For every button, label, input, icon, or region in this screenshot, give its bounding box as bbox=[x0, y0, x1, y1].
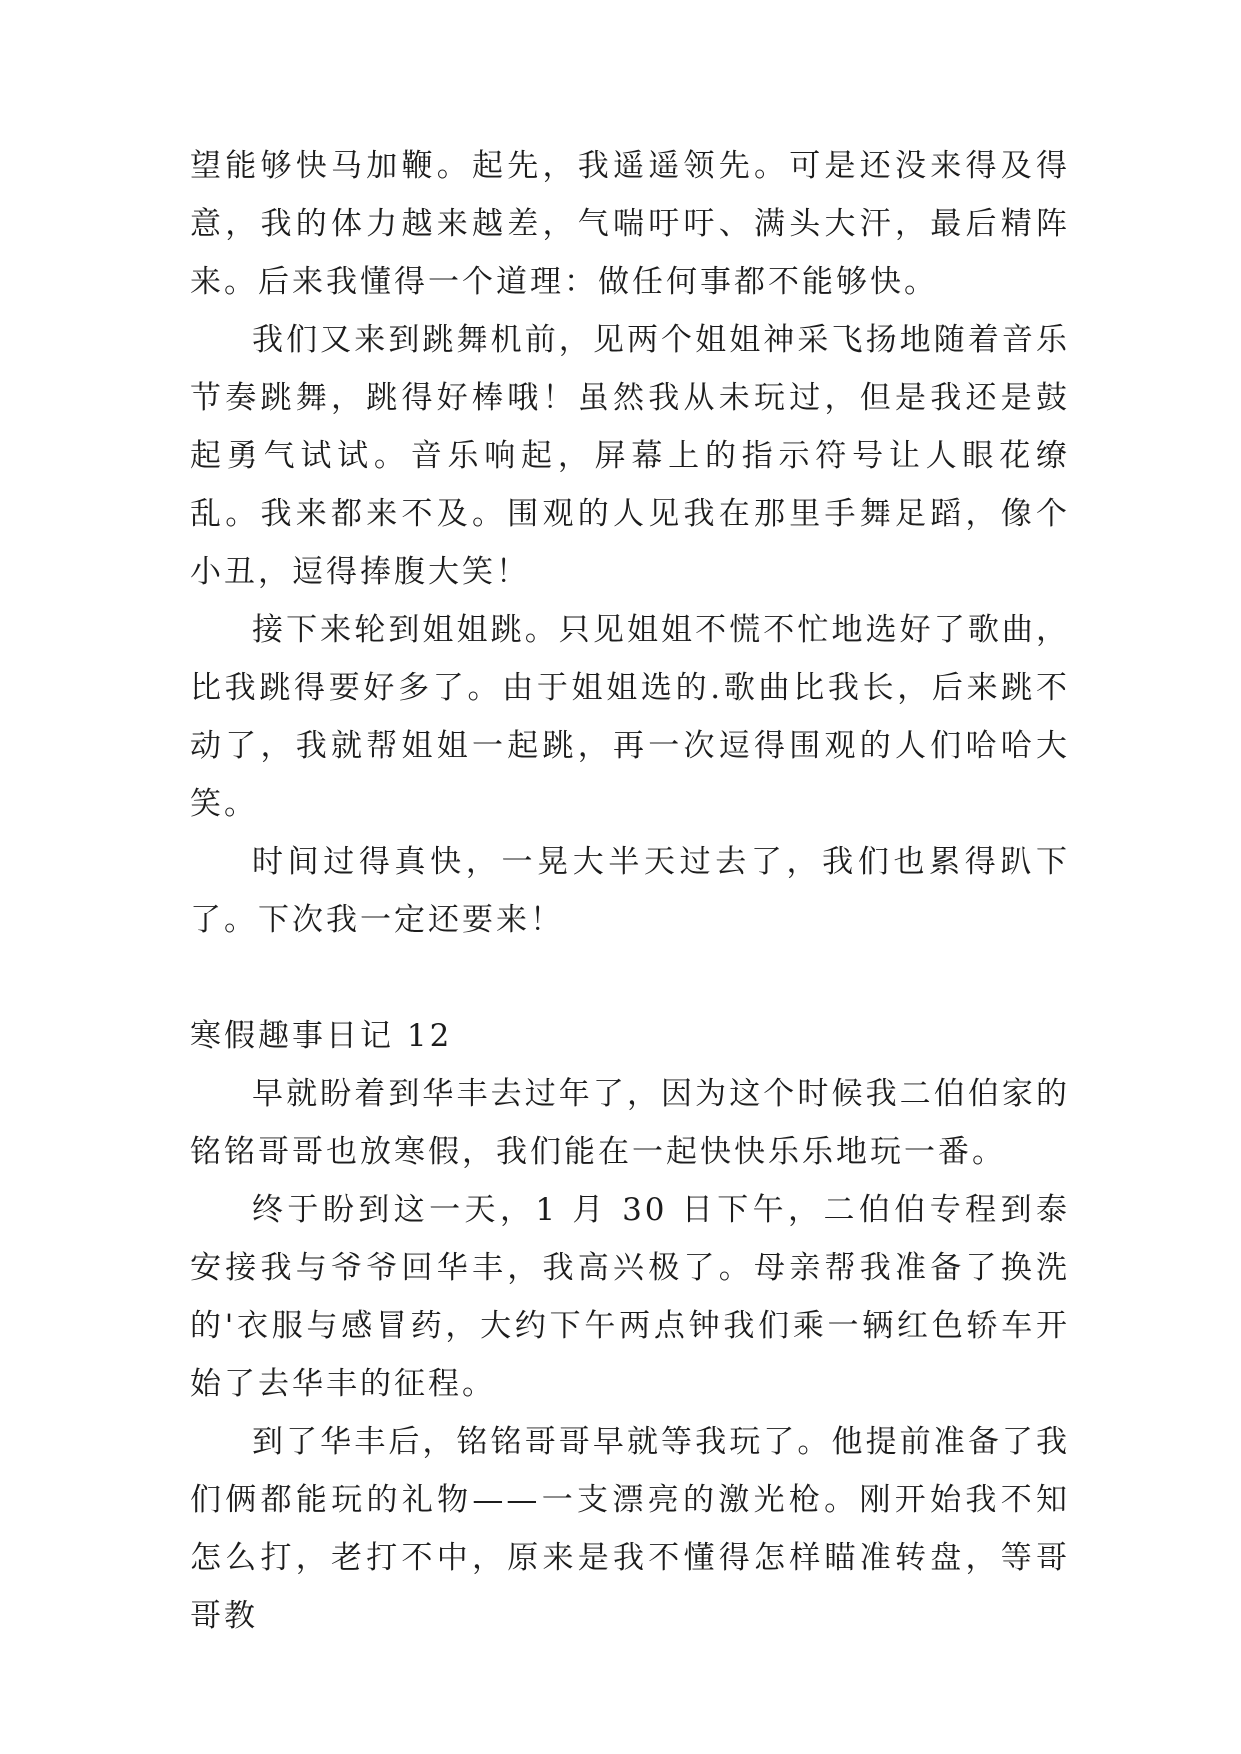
paragraph-2: 我们又来到跳舞机前，见两个姐姐神采飞扬地随着音乐节奏跳舞，跳得好棒哦！虽然我从未玩过，但是我还是鼓起勇气试试。音乐响起，屏幕上的指示符号让人眼花缭乱。我来都来不及。围观的人见我在那里手舞足蹈，像个小丑，逗得捧腹大笑！ bbox=[190, 322, 1070, 590]
paragraph-6: 终于盼到这一天，1 月 30 日下午，二伯伯专程到泰安接我与爷爷回华丰，我高兴极了。母亲帮我准备了换洗的'衣服与感冒药，大约下午两点钟我们乘一辆红色轿车开始了去华丰的征程。 bbox=[190, 1192, 1070, 1402]
paragraph-5: 早就盼着到华丰去过年了，因为这个时候我二伯伯家的铭铭哥哥也放寒假，我们能在一起快快乐乐地玩一番。 bbox=[190, 1076, 1070, 1170]
paragraph-4: 时间过得真快，一晃大半天过去了，我们也累得趴下了。下次我一定还要来！ bbox=[190, 844, 1070, 938]
section-title: 寒假趣事日记 12 bbox=[190, 1018, 453, 1054]
paragraph-1: 望能够快马加鞭。起先，我遥遥领先。可是还没来得及得意，我的体力越来越差，气喘吁吁、满头大汗，最后精阵来。后来我懂得一个道理：做任何事都不能够快。 bbox=[190, 148, 1070, 300]
document-body bbox=[190, 137, 1070, 1645]
paragraph-7: 到了华丰后，铭铭哥哥早就等我玩了。他提前准备了我们俩都能玩的礼物——一支漂亮的激光枪。刚开始我不知怎么打，老打不中，原来是我不懂得怎样瞄准转盘，等哥哥教 bbox=[190, 1424, 1070, 1634]
section-gap bbox=[190, 949, 1070, 1007]
paragraph-3: 接下来轮到姐姐跳。只见姐姐不慌不忙地选好了歌曲，比我跳得要好多了。由于姐姐选的.歌曲比我长，后来跳不动了，我就帮姐姐一起跳，再一次逗得围观的人们哈哈大笑。 bbox=[190, 612, 1070, 822]
